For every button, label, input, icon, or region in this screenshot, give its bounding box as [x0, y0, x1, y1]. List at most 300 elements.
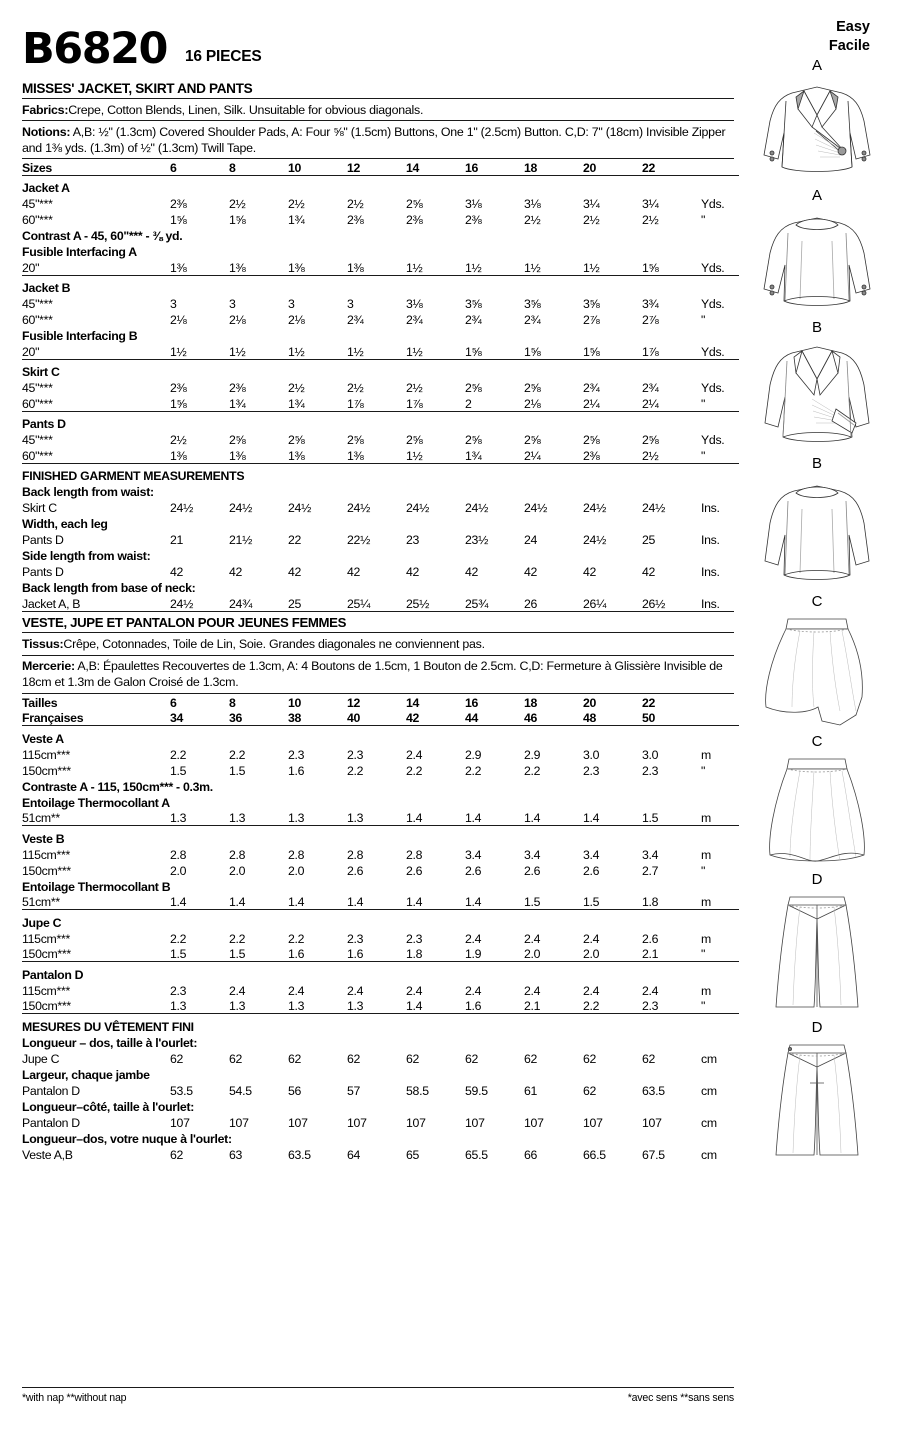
- row-value: 3⅛: [406, 297, 423, 312]
- row-value: 58.5: [406, 1083, 429, 1098]
- row-value: 42: [465, 565, 479, 580]
- row-unit: [701, 710, 739, 726]
- pants-d-back-icon: [752, 1037, 882, 1165]
- section-header-row: [22, 778, 739, 794]
- row-unit: ": [701, 863, 706, 878]
- row-unit: Yds.: [701, 344, 725, 359]
- row-value: 8: [229, 695, 236, 710]
- section-header-row: [22, 547, 739, 563]
- row-value: 2¾: [642, 381, 659, 396]
- table-row: [22, 195, 739, 211]
- row-value: 42: [583, 565, 597, 580]
- row-value: 1½: [583, 260, 600, 275]
- table-row: [22, 563, 739, 579]
- row-value: 2.7: [642, 863, 659, 878]
- row-label: 60"***: [22, 213, 53, 228]
- row-value: 2⅜: [170, 197, 187, 212]
- row-label: Jacket A, B: [22, 597, 81, 612]
- row-value: 1.4: [524, 811, 541, 826]
- row-unit: ": [701, 448, 706, 463]
- section-header-row: [22, 243, 739, 259]
- english-yardage-table: [22, 159, 739, 611]
- row-value: 2.3: [583, 763, 600, 778]
- left-content-column: [22, 18, 734, 1162]
- row-unit: Ins.: [701, 597, 720, 612]
- section-title: Jupe C: [22, 915, 62, 930]
- row-value: 1.3: [170, 811, 187, 826]
- row-value: 2.6: [642, 931, 659, 946]
- table-row: [22, 395, 739, 411]
- row-value: 1.6: [288, 947, 305, 962]
- row-value: 12: [347, 160, 361, 175]
- difficulty-block: [742, 18, 892, 55]
- row-value: 2.9: [524, 747, 541, 762]
- row-unit: Yds.: [701, 260, 725, 275]
- row-value: 1.9: [465, 947, 482, 962]
- row-value: 2.4: [465, 931, 482, 946]
- row-unit: cm: [701, 1115, 717, 1130]
- row-value: 62: [583, 1083, 597, 1098]
- table-row: [22, 846, 739, 862]
- row-value: 44: [465, 711, 479, 726]
- table-row: [22, 930, 739, 946]
- row-label: 20": [22, 344, 40, 359]
- row-value: 2⅝: [406, 433, 423, 448]
- row-value: 56: [288, 1083, 302, 1098]
- row-value: 2.0: [170, 863, 187, 878]
- section-title: Largeur, chaque jambe: [22, 1067, 150, 1082]
- row-value: 2½: [229, 197, 246, 212]
- table-row: [22, 1082, 739, 1098]
- illustration-jacket-a-back: [742, 187, 892, 317]
- row-value: 2⅛: [170, 313, 187, 328]
- row-value: 107: [465, 1115, 485, 1130]
- row-value: 2.2: [347, 763, 364, 778]
- row-unit: Ins.: [701, 533, 720, 548]
- row-value: 1⅜: [170, 260, 187, 275]
- section-header-row: [22, 794, 739, 810]
- row-value: 34: [170, 711, 184, 726]
- row-label: 60"***: [22, 448, 53, 463]
- row-value: 2¾: [583, 381, 600, 396]
- row-value: 10: [288, 695, 302, 710]
- row-label: 115cm***: [22, 983, 70, 998]
- row-value: 2½: [642, 213, 659, 228]
- row-label: 150cm***: [22, 947, 71, 962]
- row-value: 1.3: [288, 999, 305, 1014]
- row-unit: ": [701, 213, 706, 228]
- garment-title-en: MISSES' JACKET, SKIRT AND PANTS: [22, 81, 253, 96]
- row-value: 24½: [288, 501, 312, 516]
- row-value: 2.2: [406, 763, 423, 778]
- section-header-row: [22, 730, 739, 746]
- row-value: 42: [406, 711, 420, 726]
- row-value: 48: [583, 711, 597, 726]
- row-value: 1.5: [170, 763, 187, 778]
- row-value: 24½: [642, 501, 666, 516]
- row-value: 2⅛: [288, 313, 305, 328]
- row-value: 2⅜: [170, 381, 187, 396]
- notions-line-fr: [22, 656, 734, 693]
- row-value: 23: [406, 533, 420, 548]
- row-value: 3¼: [642, 197, 659, 212]
- row-value: 65.5: [465, 1147, 488, 1162]
- row-value: 2.0: [583, 947, 600, 962]
- table-row: [22, 862, 739, 878]
- garment-title-fr: VESTE, JUPE ET PANTALON POUR JEUNES FEMMES: [22, 615, 347, 631]
- row-value: 42: [347, 565, 361, 580]
- row-value: 66: [524, 1147, 538, 1162]
- row-value: 3¼: [583, 197, 600, 212]
- row-unit: Yds.: [701, 433, 725, 448]
- header-row: [22, 18, 734, 75]
- row-value: 24½: [170, 597, 194, 612]
- notions-label-fr: Mercerie:: [22, 659, 75, 673]
- row-label: Françaises: [22, 711, 84, 726]
- row-value: 62: [170, 1147, 184, 1162]
- fabrics-line-en: [22, 99, 734, 120]
- row-value: 62: [406, 1051, 420, 1066]
- section-title: Jacket A: [22, 181, 70, 196]
- row-value: 2.4: [406, 747, 423, 762]
- row-value: 24½: [347, 501, 371, 516]
- row-value: 24: [524, 533, 538, 548]
- illustration-label: A: [811, 187, 822, 205]
- table-row: [22, 946, 739, 962]
- row-unit: m: [701, 747, 711, 762]
- row-value: 1⅞: [406, 396, 423, 411]
- row-unit: cm: [701, 1147, 717, 1162]
- row-unit: Ins.: [701, 501, 720, 516]
- row-value: 2.1: [642, 947, 659, 962]
- row-value: 12: [347, 695, 361, 710]
- row-label: Veste A,B: [22, 1147, 73, 1162]
- table-row: [22, 982, 739, 998]
- row-value: 20: [583, 160, 597, 175]
- table-row: [22, 1146, 739, 1162]
- row-value: 25: [288, 597, 302, 612]
- row-value: 16: [465, 695, 479, 710]
- row-value: 2⅝: [642, 433, 659, 448]
- row-value: 63.5: [288, 1147, 311, 1162]
- row-value: 2.4: [229, 983, 246, 998]
- row-value: 2.0: [524, 947, 541, 962]
- row-value: 1⅝: [170, 213, 187, 228]
- row-unit: ": [701, 947, 706, 962]
- row-label: 150cm***: [22, 863, 71, 878]
- table-row: [22, 447, 739, 463]
- row-value: 1½: [347, 344, 364, 359]
- row-label: 150cm***: [22, 999, 71, 1014]
- table-row: [22, 379, 739, 395]
- row-value: 2.4: [347, 983, 364, 998]
- row-value: 2½: [170, 433, 187, 448]
- row-value: 2½: [347, 381, 364, 396]
- row-value: 25¼: [347, 597, 371, 612]
- row-value: 24½: [406, 501, 430, 516]
- jacket-a-front-icon: [752, 75, 882, 185]
- row-unit: Ins.: [701, 565, 720, 580]
- row-value: 2½: [347, 197, 364, 212]
- row-value: 2.4: [583, 983, 600, 998]
- section-header-row: [22, 1098, 739, 1114]
- illustration-label: D: [811, 1019, 823, 1037]
- row-value: 107: [642, 1115, 662, 1130]
- row-value: 14: [406, 695, 420, 710]
- row-value: 2.6: [524, 863, 541, 878]
- row-value: 2.3: [170, 983, 187, 998]
- row-value: 24½: [524, 501, 548, 516]
- row-value: 42: [406, 565, 420, 580]
- row-value: 1.4: [229, 895, 246, 910]
- row-value: 1⅝: [229, 213, 246, 228]
- row-value: 2⅛: [229, 313, 246, 328]
- row-value: 1⅜: [288, 448, 305, 463]
- row-value: 8: [229, 160, 236, 175]
- section-header-row: [22, 1066, 739, 1082]
- row-unit: cm: [701, 1051, 717, 1066]
- row-value: 1.6: [288, 763, 305, 778]
- row-value: 2.2: [170, 931, 187, 946]
- row-value: 1.5: [229, 947, 246, 962]
- row-value: 2¾: [347, 313, 364, 328]
- row-value: 53.5: [170, 1083, 193, 1098]
- section-title: Back length from waist:: [22, 485, 154, 500]
- section-header-row: [22, 515, 739, 531]
- row-value: 1¾: [288, 396, 305, 411]
- illustration-label: B: [811, 455, 822, 473]
- row-value: 2.4: [524, 983, 541, 998]
- row-value: 24¾: [229, 597, 253, 612]
- table-row: [22, 343, 739, 359]
- section-header-row: [22, 279, 739, 295]
- row-value: 64: [347, 1147, 361, 1162]
- row-value: 2.8: [170, 847, 187, 862]
- row-value: 2.0: [229, 863, 246, 878]
- row-value: 2.8: [406, 847, 423, 862]
- row-value: 1½: [229, 344, 246, 359]
- section-header-row: [22, 830, 739, 846]
- row-value: 10: [288, 160, 302, 175]
- row-value: 2.3: [642, 999, 659, 1014]
- illustration-label: C: [811, 593, 823, 611]
- row-label: Pants D: [22, 533, 64, 548]
- row-value: 46: [524, 711, 538, 726]
- row-value: 1.4: [583, 811, 600, 826]
- section-header-row: [22, 579, 739, 595]
- row-label: 20": [22, 260, 40, 275]
- section-title: Skirt C: [22, 365, 60, 380]
- row-value: 2⅜: [465, 213, 482, 228]
- illustration-label: B: [811, 319, 822, 337]
- row-value: 36: [229, 711, 243, 726]
- row-value: 62: [347, 1051, 361, 1066]
- row-value: 107: [583, 1115, 603, 1130]
- row-value: 16: [465, 160, 479, 175]
- section-header-row: [22, 1034, 739, 1050]
- table-row: [22, 431, 739, 447]
- section-title: Pantalon D: [22, 967, 84, 982]
- row-value: 3.4: [642, 847, 659, 862]
- row-value: 20: [583, 695, 597, 710]
- row-value: 1.5: [583, 895, 600, 910]
- row-value: 2⅝: [347, 433, 364, 448]
- row-value: 1.8: [406, 947, 423, 962]
- illustration-skirt-c-back: [742, 733, 892, 869]
- row-value: 2½: [406, 381, 423, 396]
- table-row: [22, 499, 739, 515]
- row-value: 2⅝: [465, 433, 482, 448]
- row-value: 24½: [229, 501, 253, 516]
- section-title: Fusible Interfacing B: [22, 329, 138, 344]
- row-unit: [701, 694, 739, 710]
- row-value: 66.5: [583, 1147, 606, 1162]
- table-row: [22, 311, 739, 327]
- row-unit: ": [701, 763, 706, 778]
- row-value: 1½: [524, 260, 541, 275]
- difficulty-en: Easy: [836, 19, 870, 35]
- jacket-a-back-icon: [752, 205, 882, 317]
- row-label: Sizes: [22, 160, 52, 175]
- row-value: 3¾: [642, 297, 659, 312]
- row-value: 61: [524, 1083, 538, 1098]
- row-value: 2⅜: [347, 213, 364, 228]
- row-value: 22: [642, 695, 656, 710]
- row-value: 1.4: [406, 999, 423, 1014]
- fabrics-label-fr: Tissus:: [22, 636, 64, 651]
- section-title: Longueur–côté, taille à l'ourlet:: [22, 1099, 195, 1114]
- illustration-label: A: [811, 57, 822, 75]
- row-value: 42: [229, 565, 243, 580]
- row-value: 21½: [229, 533, 253, 548]
- row-value: 2.8: [347, 847, 364, 862]
- row-value: 62: [465, 1051, 479, 1066]
- row-value: 62: [229, 1051, 243, 1066]
- row-value: 2.2: [465, 763, 482, 778]
- section-title: Width, each leg: [22, 517, 108, 532]
- row-value: 1⅜: [288, 260, 305, 275]
- row-label: Tailles: [22, 695, 58, 710]
- section-title: Veste A: [22, 731, 64, 746]
- row-value: 1.4: [406, 895, 423, 910]
- section-title: Longueur – dos, taille à l'ourlet:: [22, 1035, 198, 1050]
- row-value: 63: [229, 1147, 243, 1162]
- row-value: 2⅜: [583, 448, 600, 463]
- row-value: 1.4: [406, 811, 423, 826]
- row-value: 3⅝: [465, 297, 482, 312]
- illustration-pants-d-front: [742, 871, 892, 1017]
- row-value: 23½: [465, 533, 489, 548]
- table-row: [22, 1114, 739, 1130]
- notions-line-en: [22, 121, 734, 158]
- row-value: 2.0: [288, 863, 305, 878]
- row-value: 3.0: [583, 747, 600, 762]
- row-value: 2⅝: [406, 197, 423, 212]
- row-value: 3⅛: [465, 197, 482, 212]
- row-value: 2½: [288, 197, 305, 212]
- row-label: 115cm***: [22, 931, 70, 946]
- row-unit: Yds.: [701, 197, 725, 212]
- row-value: 1⅝: [170, 396, 187, 411]
- row-label: Jupe C: [22, 1051, 60, 1066]
- row-value: 2.1: [524, 999, 541, 1014]
- illustration-label: D: [811, 871, 823, 889]
- row-value: 2½: [288, 381, 305, 396]
- row-value: 24½: [465, 501, 489, 516]
- row-value: 2.6: [583, 863, 600, 878]
- section-title: Veste B: [22, 831, 65, 846]
- row-value: 2⅛: [524, 396, 541, 411]
- row-value: 24½: [583, 501, 607, 516]
- row-value: 2.2: [288, 931, 305, 946]
- row-value: 1⅝: [465, 344, 482, 359]
- row-value: 1.5: [229, 763, 246, 778]
- row-label: 60"***: [22, 396, 53, 411]
- section-title: Side length from waist:: [22, 549, 151, 564]
- row-label: 150cm***: [22, 763, 71, 778]
- notions-text-fr: A,B: Épaulettes Recouvertes de 1.3cm, A: 4 Boutons de 1.5cm, 1 Bouton de 2.5cm. C,D: Fermeture à Glissière Invisible de 18cm et 1.3m de Galon Croisé de 1.3cm.: [22, 659, 723, 690]
- section-title: Contraste A - 115, 150cm*** - 0.3m.: [22, 779, 213, 794]
- row-value: 42: [642, 565, 656, 580]
- row-value: 3.0: [642, 747, 659, 762]
- row-value: 21: [170, 533, 184, 548]
- row-value: 1¾: [465, 448, 482, 463]
- row-value: 1.4: [288, 895, 305, 910]
- row-value: 6: [170, 695, 177, 710]
- row-value: 2¾: [524, 313, 541, 328]
- row-value: 26¼: [583, 597, 607, 612]
- row-value: 2⅞: [642, 313, 659, 328]
- row-value: 107: [229, 1115, 249, 1130]
- row-label: 45"***: [22, 433, 53, 448]
- row-value: 2.4: [465, 983, 482, 998]
- table-row: [22, 595, 739, 611]
- row-value: 1.4: [170, 895, 187, 910]
- row-value: 107: [406, 1115, 426, 1130]
- row-value: 3⅝: [524, 297, 541, 312]
- row-value: 18: [524, 160, 538, 175]
- illustration-skirt-c-front: [742, 593, 892, 731]
- row-value: 2⅜: [229, 381, 246, 396]
- row-value: 1.3: [229, 999, 246, 1014]
- row-unit: m: [701, 811, 711, 826]
- row-value: 1.5: [642, 811, 659, 826]
- row-value: 26½: [642, 597, 666, 612]
- row-value: 1⅜: [170, 448, 187, 463]
- section-title: Pants D: [22, 417, 66, 432]
- row-value: 1½: [406, 448, 423, 463]
- skirt-c-front-icon: [752, 611, 882, 731]
- row-value: 107: [170, 1115, 190, 1130]
- row-value: 1¾: [288, 213, 305, 228]
- row-value: 3.4: [524, 847, 541, 862]
- row-value: 107: [524, 1115, 544, 1130]
- row-value: 62: [170, 1051, 184, 1066]
- row-value: 24½: [170, 501, 194, 516]
- row-value: 1½: [170, 344, 187, 359]
- row-value: 40: [347, 711, 361, 726]
- row-value: 2.6: [347, 863, 364, 878]
- row-value: 1¾: [229, 396, 246, 411]
- row-unit: cm: [701, 1083, 717, 1098]
- row-unit: ": [701, 999, 706, 1014]
- section-title: Back length from base of neck:: [22, 581, 196, 596]
- row-label: 115cm***: [22, 747, 70, 762]
- row-value: 1.8: [642, 895, 659, 910]
- footer-divider: [22, 1387, 734, 1388]
- row-value: 3: [347, 297, 354, 312]
- row-value: 2⅝: [465, 381, 482, 396]
